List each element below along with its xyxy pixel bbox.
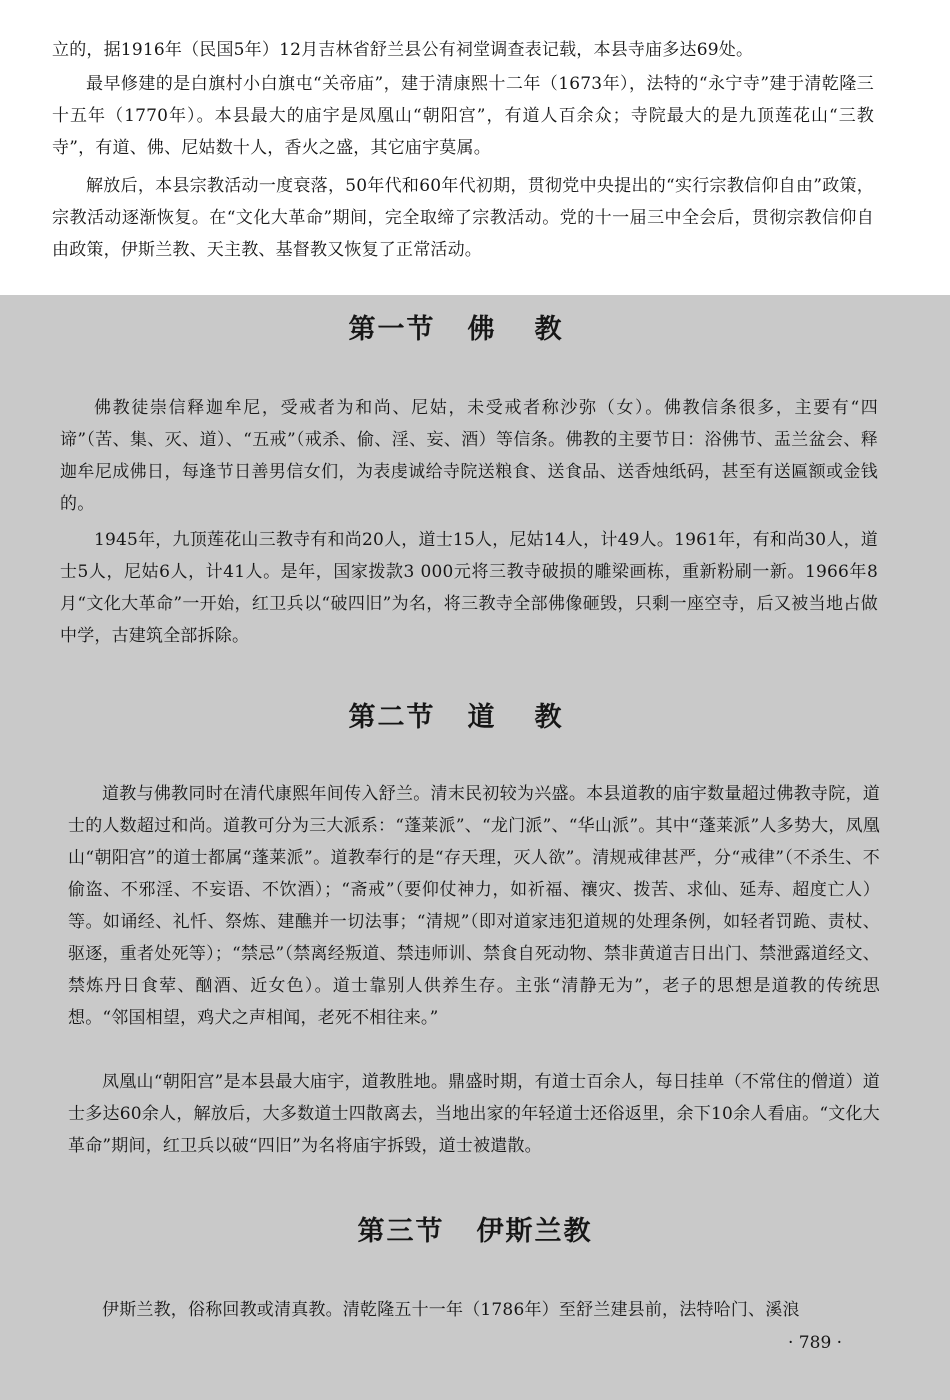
- section-3-title: [0, 1214, 950, 1250]
- section-2-number: 第二节: [348, 702, 436, 733]
- section-2-title: [0, 700, 950, 736]
- top-text-block: [0, 0, 950, 295]
- intro-paragraph-3: 解放后，本县宗教活动一度衰落，50年代和60年代初期，贯彻党中央提出的“实行宗教信仰自由”政策，宗教活动逐渐恢复。在“文化大革命”期间，完全取缔了宗教活动。党的十一届三中全会后，贯彻宗教信仰自由政策，伊斯兰教、天主教、基督教又恢复了正常活动。: [52, 176, 874, 260]
- section-2-paragraph-1: 道教与佛教同时在清代康熙年间传入舒兰。清末民初较为兴盛。本县道教的庙宇数量超过佛教寺院，道士的人数超过和尚。道教可分为三大派系：“蓬莱派”、“龙门派”、“华山派”。其中“蓬莱派”人多势大，凤凰山“朝阳宫”的道士都属“蓬莱派”。道教奉行的是“存天理，灭人欲”。清规戒律甚严，分“戒律”（不杀生、不偷盗、不邪淫、不妄语、不饮酒）；“斋戒”（要仰仗神力，如祈福、禳灾、拨苦、求仙、延寿、超度亡人）等。如诵经、礼忏、祭炼、建醮并一切法事；“清规”（即对道家违犯道规的处理条例，如轻者罚跪、责杖、驱逐，重者处死等）；“禁忌”（禁离经叛道、禁违师训、禁食自死动物、禁非黄道吉日出门、禁泄露道经文、禁炼丹日食荤、酗酒、近女色）。道士靠别人供养生存。主张“清静无为”，老子的思想是道教的传统思想。“邻国相望，鸡犬之声相闻，老死不相往来。”: [68, 784, 880, 1028]
- section-3-number: 第三节: [357, 1216, 445, 1247]
- section-1-number: 第一节: [348, 314, 436, 345]
- section-2-paragraph-2: 凤凰山“朝阳宫”是本县最大庙宇，道教胜地。鼎盛时期，有道士百余人，每日挂单（不常住的僧道）道士多达60余人，解放后，大多数道士四散离去，当地出家的年轻道士还俗返里，余下10余人看庙。“文化大革命”期间，红卫兵以破“四旧”为名将庙宇拆毁，道士被遣散。: [68, 1072, 880, 1156]
- section-3-name: 伊斯兰教: [476, 1216, 593, 1247]
- page-number: · 789 ·: [788, 1333, 843, 1353]
- section-1-paragraph-2: 1945年，九顶莲花山三教寺有和尚20人，道士15人，尼姑14人，计49人。1961年，有和尚30人，道士5人，尼姑6人，计41人。是年，国家拨款3 000元将三教寺破损的雕梁画栋，重新粉刷一新。1966年8月“文化大革命”一开始，红卫兵以“破四旧”为名，将三教寺全部佛像砸毁，只剩一座空寺，后又被当地占做中学，古建筑全部拆除。: [60, 530, 878, 646]
- intro-paragraph-1: 立的，据1916年（民国5年）12月吉林省舒兰县公有祠堂调查表记载，本县寺庙多达69处。: [52, 40, 754, 60]
- section-1-title: [0, 312, 950, 348]
- section-2-name: 道教: [467, 702, 602, 733]
- section-3-paragraph-1: 伊斯兰教，俗称回教或清真教。清乾隆五十一年（1786年）至舒兰建县前，法特哈门、溪浪: [102, 1300, 800, 1320]
- section-1-paragraph-1: 佛教徒崇信释迦牟尼，受戒者为和尚、尼姑，未受戒者称沙弥（女）。佛教信条很多，主要有“四谛”（苦、集、灭、道）、“五戒”（戒杀、偷、淫、妄、酒）等信条。佛教的主要节日：浴佛节、盂兰盆会、释迦牟尼成佛日，每逢节日善男信女们，为表虔诚给寺院送粮食、送食品、送香烛纸码，甚至有送匾额或金钱的。: [60, 398, 878, 514]
- section-1-name: 佛教: [467, 314, 602, 345]
- intro-paragraph-2: 最早修建的是白旗村小白旗屯“关帝庙”，建于清康熙十二年（1673年），法特的“永宁寺”建于清乾隆三十五年（1770年）。本县最大的庙宇是凤凰山“朝阳宫”，有道人百余众；寺院最大的是九顶莲花山“三教寺”，有道、佛、尼姑数十人，香火之盛，其它庙宇莫属。: [52, 74, 874, 158]
